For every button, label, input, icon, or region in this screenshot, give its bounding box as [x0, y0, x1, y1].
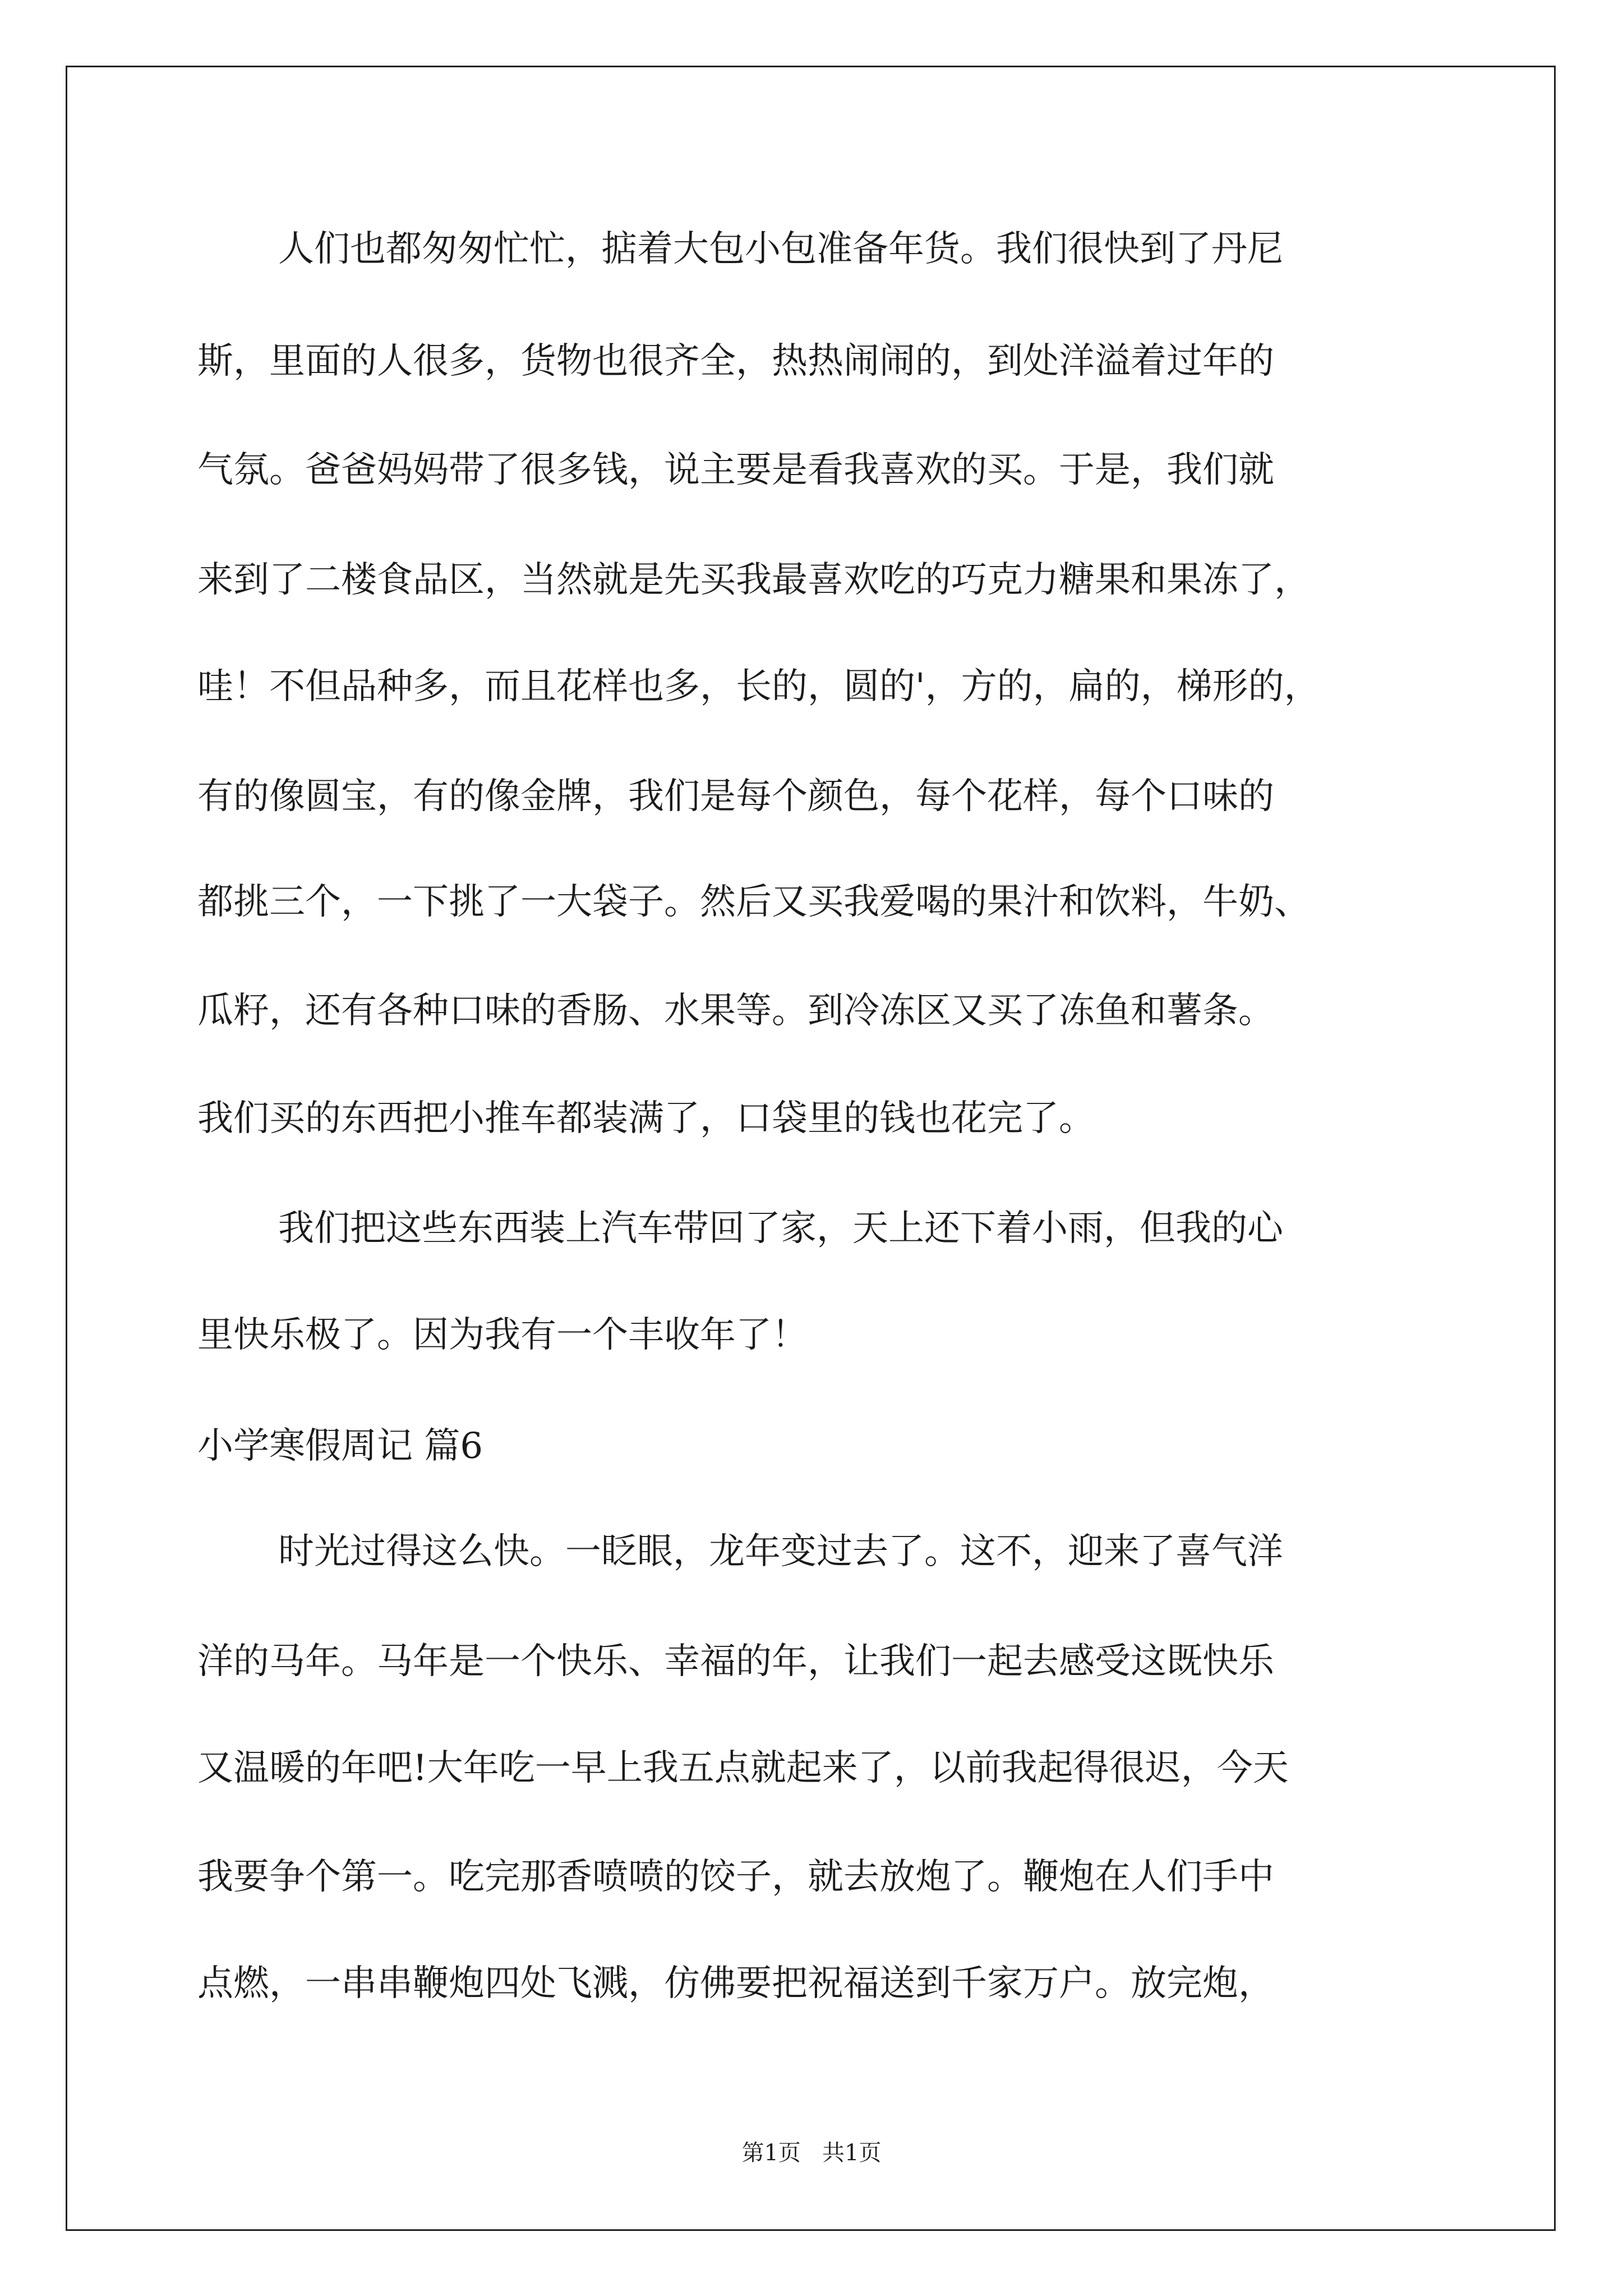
- page-border: [66, 66, 1556, 2231]
- page-footer: 第1页 共1页: [741, 2140, 882, 2166]
- paragraph-line: 里快乐极了。因为我有一个丰收年了！: [197, 1314, 808, 1356]
- paragraph-line: 斯，里面的人很多，货物也很齐全，热热闹闹的，到处洋溢着过年的: [197, 341, 1274, 382]
- paragraph-line: 来到了二楼食品区，当然就是先买我最喜欢吃的巧克力糖果和果冻了，: [197, 559, 1310, 601]
- paragraph-line: 时光过得这么快。一眨眼，龙年变过去了。这不，迎来了喜气洋: [278, 1531, 1283, 1572]
- paragraph-line: 我们买的东西把小推车都装满了，口袋里的钱也花完了。: [197, 1098, 1095, 1139]
- paragraph-line: 人们也都匆匆忙忙，掂着大包小包准备年货。我们很快到了丹尼: [278, 228, 1283, 270]
- paragraph-line: 都挑三个，一下挑了一大袋子。然后又买我爱喝的果汁和饮料，牛奶、: [197, 881, 1310, 923]
- paragraph-line: 洋的马年。马年是一个快乐、幸福的年，让我们一起去感受这既快乐: [197, 1641, 1274, 1682]
- paragraph-line: 气氛。爸爸妈妈带了很多钱，说主要是看我喜欢的买。于是，我们就: [197, 449, 1274, 491]
- paragraph-line: 有的像圆宝，有的像金牌，我们是每个颜色，每个花样，每个口味的: [197, 776, 1274, 817]
- paragraph-line: 我要争个第一。吃完那香喷喷的饺子，就去放炮了。鞭炮在人们手中: [197, 1856, 1274, 1898]
- paragraph-line: 又温暖的年吧!大年吃一早上我五点就起来了，以前我起得很迟，今天: [197, 1747, 1289, 1789]
- paragraph-line: 我们把这些东西装上汽车带回了家，天上还下着小雨，但我的心: [278, 1208, 1283, 1249]
- paragraph-line: 点燃，一串串鞭炮四处飞溅，仿佛要把祝福送到千家万户。放完炮，: [197, 1963, 1274, 2004]
- paragraph-line: 哇！不但品种多，而且花样也多，长的，圆的'，方的，扁的，梯形的，: [197, 666, 1320, 707]
- paragraph-line: 瓜籽，还有各种口味的香肠、水果等。到冷冻区又买了冻鱼和薯条。: [197, 990, 1274, 1032]
- section-heading: 小学寒假周记 篇6: [197, 1425, 483, 1467]
